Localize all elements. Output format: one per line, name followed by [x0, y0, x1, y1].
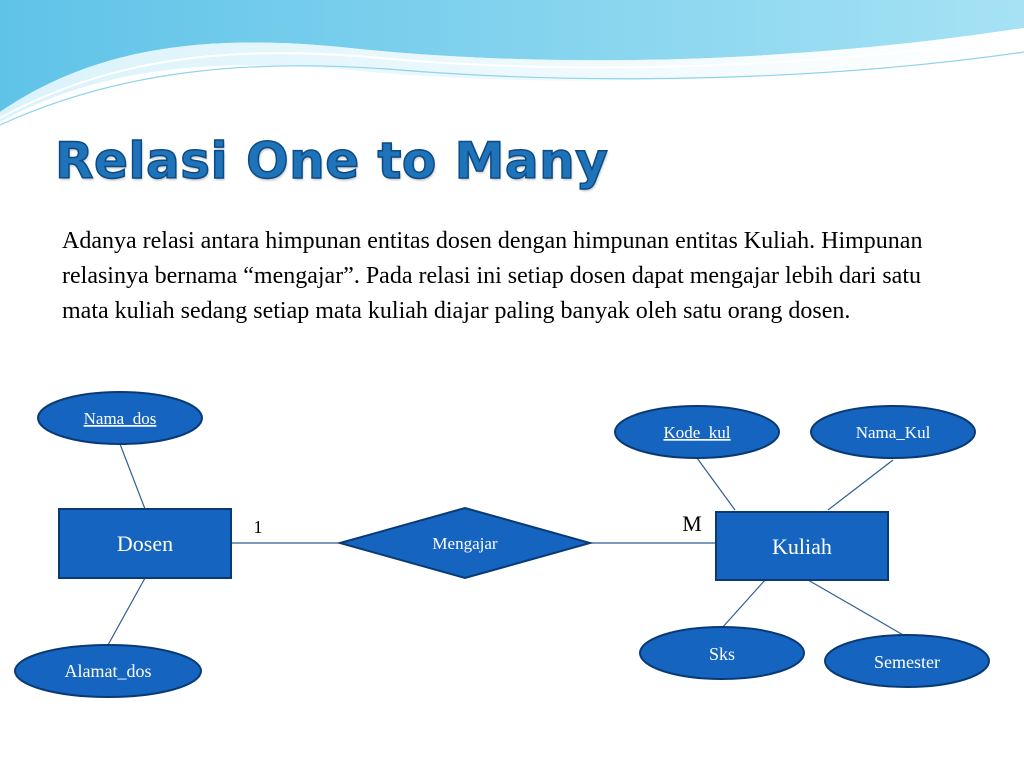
attribute-sks-label: Sks: [708, 644, 736, 664]
attribute-semester-label: Semester: [874, 652, 940, 672]
attribute-nama-kul-label: Nama_Kul: [855, 423, 931, 442]
connector-dosen-nama-dos: [120, 444, 145, 509]
connector-kuliah-semester: [808, 580, 905, 636]
attribute-kode-kul-label: Kode_kul: [663, 423, 731, 442]
cardinality-many: M: [682, 511, 702, 536]
slide-title: Relasi One to Many: [55, 132, 609, 190]
attribute-alamat-dos-label: Alamat_dos: [64, 661, 152, 681]
cardinality-one: 1: [253, 517, 263, 537]
relationship-mengajar-label: Mengajar: [432, 534, 498, 553]
attribute-nama-dos-label: Nama_dos: [83, 409, 157, 428]
entity-dosen-label: Dosen: [116, 531, 174, 556]
connector-kuliah-nama-kul: [828, 460, 893, 510]
entity-kuliah-label: Kuliah: [772, 534, 832, 559]
connector-dosen-alamat-dos: [108, 578, 145, 645]
connector-kuliah-kode-kul: [697, 458, 735, 510]
slide-description: Adanya relasi antara himpunan entitas dosen dengan himpunan entitas Kuliah. Himpunan relasinya bernama “mengajar”. Pada relasi ini setiap dosen dapat mengajar lebih dari satu mata kuliah sedang setiap mata kuliah diajar paling banyak oleh satu orang dosen.: [62, 228, 923, 324]
connector-kuliah-sks: [722, 580, 765, 628]
